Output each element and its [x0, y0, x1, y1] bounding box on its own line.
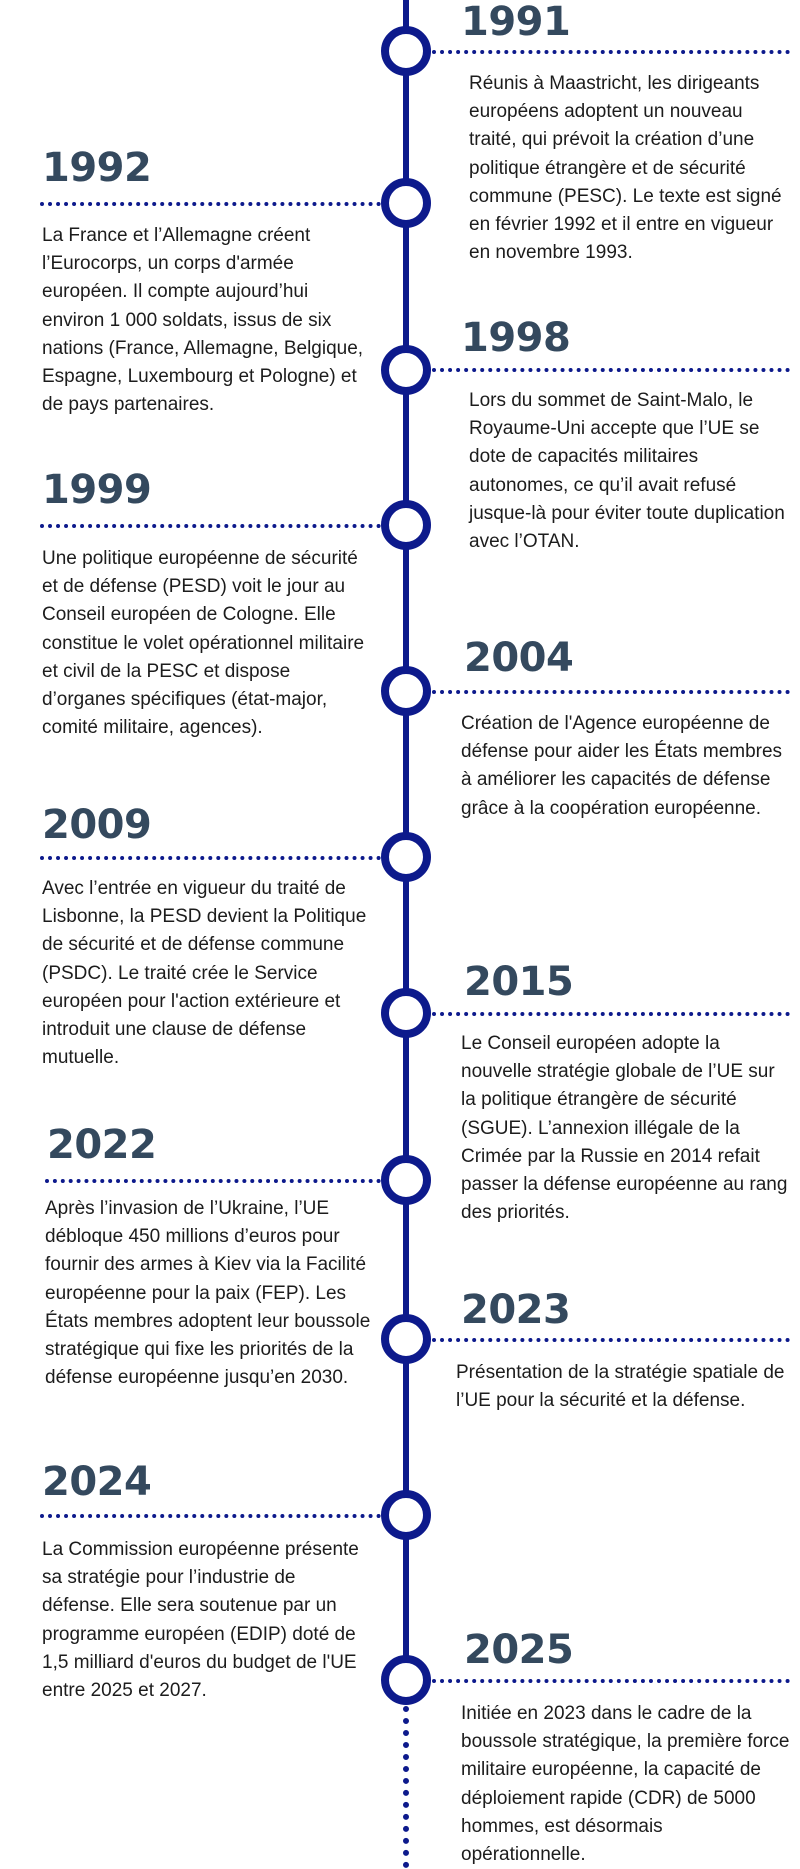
- timeline-connector: [432, 1679, 790, 1683]
- event-description: Initiée en 2023 dans le cadre de la boussole stratégique, la première force militaire européenne, la capacité de déploiement rapide (CDR) de 5000 hommes, est désormais opérationnelle.: [461, 1703, 790, 1866]
- event-year: 2009: [42, 802, 152, 848]
- event-year: 1992: [42, 145, 152, 191]
- event-description: La France et l’Allemagne créent l’Eurocorps, un corps d'armée européen. Il compte aujourd’hui environ 1 000 soldats, issus de six nations (France, Allemagne, Belgique, Espagne, Luxembourg et Pologne) et de pays partenaires.: [42, 225, 364, 416]
- event-year: 2015: [464, 959, 574, 1005]
- event-description: Lors du sommet de Saint-Malo, le Royaume-Uni accepte que l’UE se dote de capacités militaires autonomes, ce qu’il avait refusé jusque-là pour éviter toute duplication avec l’OTAN.: [469, 390, 785, 553]
- event-year: 1998: [461, 315, 571, 361]
- timeline-connector: [40, 202, 381, 206]
- timeline-node: [381, 345, 431, 395]
- timeline-connector: [40, 524, 381, 528]
- timeline-node: [381, 500, 431, 550]
- timeline-connector: [40, 856, 381, 860]
- event-year: 1999: [42, 467, 152, 513]
- timeline-connector: [432, 50, 790, 54]
- timeline-node: [381, 666, 431, 716]
- timeline-node: [381, 1155, 431, 1205]
- event-description: Le Conseil européen adopte la nouvelle stratégie globale de l’UE sur la politique étrangère de sécurité (SGUE). L’annexion illégale de la Crimée par la Russie en 2014 refait passer la défense européenne au rang des priorités.: [461, 1033, 788, 1224]
- event-description: Avec l’entrée en vigueur du traité de Lisbonne, la PESD devient la Politique de sécurité et de défense commune (PSDC). Le traité crée le Service européen pour l'action extérieure et introduit une clause de défense mutuelle.: [42, 878, 367, 1069]
- event-description: La Commission européenne présente sa stratégie pour l’industrie de défense. Elle sera soutenue par un programme européen (EDIP) doté de 1,5 milliard d'euros du budget de l'UE entre 2025 et 2027.: [42, 1539, 359, 1702]
- event-year: 1991: [461, 0, 571, 45]
- timeline-node: [381, 1314, 431, 1364]
- event-description: Réunis à Maastricht, les dirigeants européens adoptent un nouveau traité, qui prévoit la création d’une politique étrangère et de sécurité commune (PESC). Le texte est signé en février 1992 et il entre en vigueur en novembre 1993.: [469, 73, 782, 264]
- timeline-connector: [432, 690, 790, 694]
- event-description: Une politique européenne de sécurité et de défense (PESD) voit le jour au Conseil européen de Cologne. Elle constitue le volet opérationnel militaire et civil de la PESC et dispose d’organes spécifiques (état-major, comité militaire, agences).: [42, 548, 365, 739]
- event-year: 2025: [464, 1627, 574, 1673]
- event-description: Après l’invasion de l’Ukraine, l’UE débloque 450 millions d’euros pour fournir des armes à Kiev via la Facilité européenne pour la paix (FEP). Les États membres adoptent leur boussole stratégique qui fixe les priorités de la défense européenne jusqu’en 2030.: [45, 1198, 371, 1389]
- timeline-node: [381, 26, 431, 76]
- timeline-node: [381, 832, 431, 882]
- timeline-spine-continuation: [403, 1706, 409, 1868]
- timeline-connector: [40, 1514, 381, 1518]
- event-description: Présentation de la stratégie spatiale de l’UE pour la sécurité et la défense.: [456, 1362, 785, 1412]
- event-year: 2023: [461, 1287, 571, 1333]
- timeline-connector: [432, 1012, 790, 1016]
- event-description: Création de l'Agence européenne de défense pour aider les États membres à améliorer les capacités de défense grâce à la coopération européenne.: [461, 713, 783, 819]
- timeline-node: [381, 178, 431, 228]
- timeline-node: [381, 1655, 431, 1705]
- timeline-connector: [432, 368, 790, 372]
- event-year: 2004: [464, 635, 574, 681]
- timeline-node: [381, 1490, 431, 1540]
- timeline-connector: [45, 1179, 381, 1183]
- timeline-node: [381, 988, 431, 1038]
- timeline-connector: [432, 1338, 790, 1342]
- event-year: 2024: [42, 1459, 152, 1505]
- event-year: 2022: [47, 1122, 157, 1168]
